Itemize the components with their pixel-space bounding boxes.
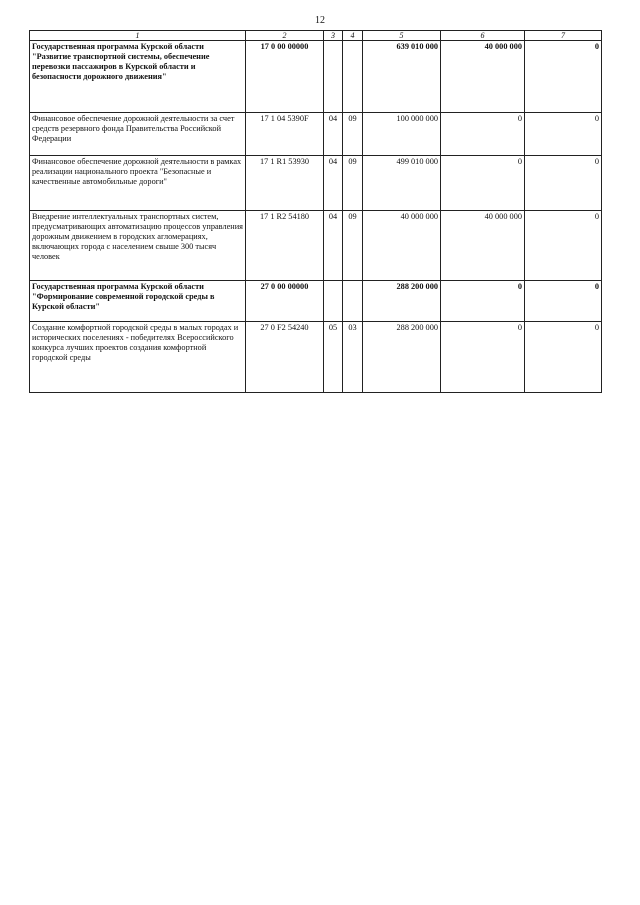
- amount-cell: 639 010 000: [363, 41, 441, 113]
- program-name-cell: Государственная программа Курской области "Развитие транспортной системы, обеспечение перевозки пассажиров в Курской области и безопасности дорожного движения": [30, 41, 246, 113]
- column-header: 2: [246, 31, 324, 41]
- program-name-cell: Государственная программа Курской области "Формирование современной городской среды в Курской области": [30, 281, 246, 322]
- target-code-cell: 17 1 R2 54180: [246, 211, 324, 281]
- amount-cell: 0: [525, 281, 602, 322]
- subsection-cell: 09: [343, 113, 363, 156]
- amount-cell: 0: [441, 281, 525, 322]
- subsection-cell: 09: [343, 156, 363, 211]
- amount-cell: 100 000 000: [363, 113, 441, 156]
- table-row: [30, 156, 602, 211]
- table-row: [30, 281, 602, 322]
- program-name-cell: Финансовое обеспечение дорожной деятельности за счет средств резервного фонда Правительства Российской Федерации: [30, 113, 246, 156]
- amount-cell: 0: [441, 156, 525, 211]
- column-header: 5: [363, 31, 441, 41]
- target-code-cell: 17 1 R1 53930: [246, 156, 324, 211]
- column-number-row: [30, 31, 602, 41]
- section-cell: 04: [324, 211, 343, 281]
- amount-cell: 0: [441, 113, 525, 156]
- program-name-cell: Финансовое обеспечение дорожной деятельности в рамках реализации национального проекта "Безопасные и качественные автомобильные дороги": [30, 156, 246, 211]
- amount-cell: 40 000 000: [441, 41, 525, 113]
- amount-cell: 0: [441, 322, 525, 393]
- subsection-cell: 09: [343, 211, 363, 281]
- budget-table: [29, 30, 602, 393]
- table-row: [30, 113, 602, 156]
- target-code-cell: 17 0 00 00000: [246, 41, 324, 113]
- page-number: 12: [315, 15, 325, 26]
- subsection-cell: [343, 41, 363, 113]
- column-header: 1: [30, 31, 246, 41]
- table-row: [30, 41, 602, 113]
- column-header: 7: [525, 31, 602, 41]
- target-code-cell: 27 0 F2 54240: [246, 322, 324, 393]
- amount-cell: 288 200 000: [363, 322, 441, 393]
- section-cell: 04: [324, 156, 343, 211]
- column-header: 6: [441, 31, 525, 41]
- amount-cell: 40 000 000: [363, 211, 441, 281]
- amount-cell: 40 000 000: [441, 211, 525, 281]
- amount-cell: 288 200 000: [363, 281, 441, 322]
- target-code-cell: 17 1 04 5390F: [246, 113, 324, 156]
- target-code-cell: 27 0 00 00000: [246, 281, 324, 322]
- table-row: [30, 211, 602, 281]
- amount-cell: 0: [525, 113, 602, 156]
- column-header: 3: [324, 31, 343, 41]
- section-cell: 04: [324, 113, 343, 156]
- subsection-cell: [343, 281, 363, 322]
- column-header: 4: [343, 31, 363, 41]
- amount-cell: 0: [525, 41, 602, 113]
- section-cell: [324, 281, 343, 322]
- amount-cell: 0: [525, 156, 602, 211]
- program-name-cell: Создание комфортной городской среды в малых городах и исторических поселениях - победителях Всероссийского конкурса лучших проектов создания комфортной городской среды: [30, 322, 246, 393]
- amount-cell: 499 010 000: [363, 156, 441, 211]
- amount-cell: 0: [525, 322, 602, 393]
- section-cell: 05: [324, 322, 343, 393]
- section-cell: [324, 41, 343, 113]
- subsection-cell: 03: [343, 322, 363, 393]
- table-row: [30, 322, 602, 393]
- amount-cell: 0: [525, 211, 602, 281]
- program-name-cell: Внедрение интеллектуальных транспортных систем, предусматривающих автоматизацию процессов управления дорожным движением в городских агломерациях, включающих города с населением свыше 300 тысяч человек: [30, 211, 246, 281]
